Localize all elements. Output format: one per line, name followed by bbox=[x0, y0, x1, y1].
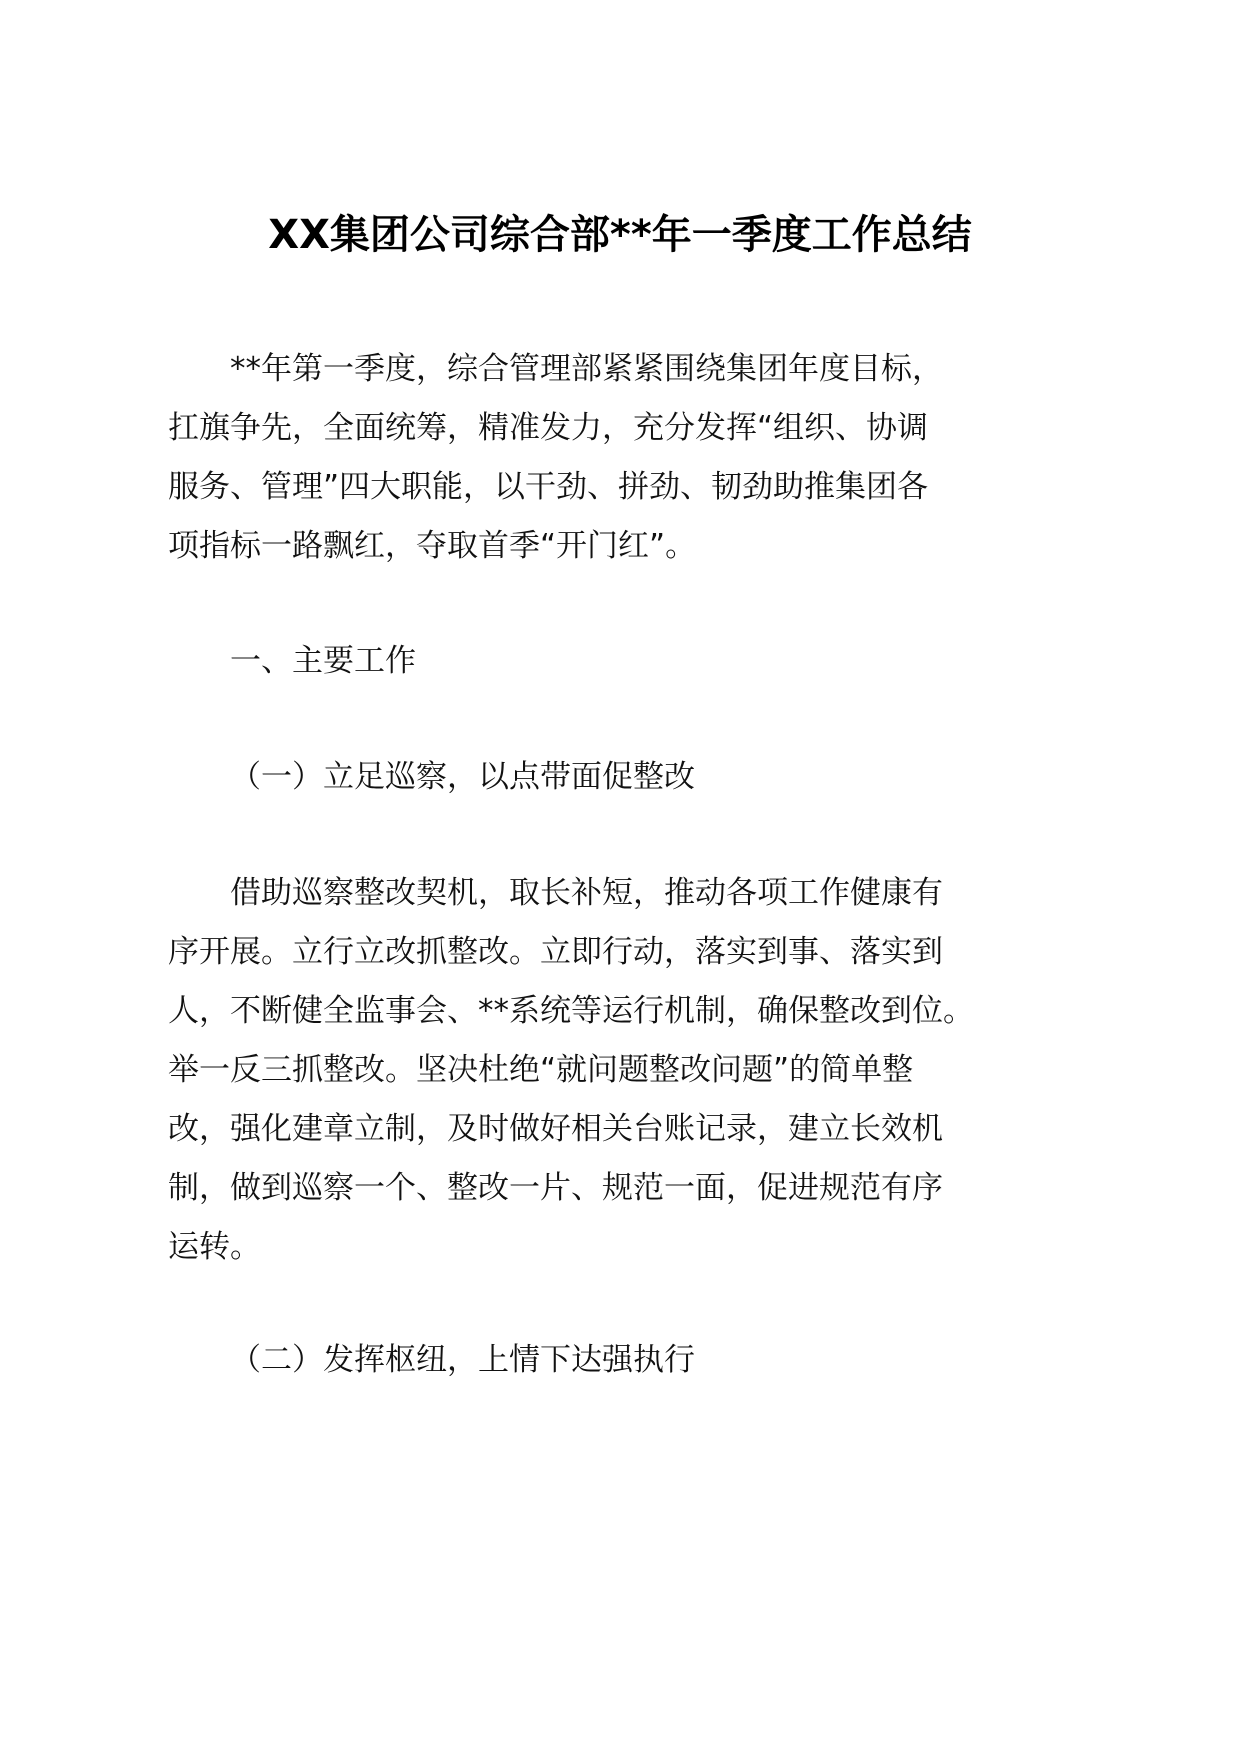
paragraph-line: 序开展。立行立改抓整改。立即行动，落实到事、落实到 bbox=[168, 934, 943, 970]
inspection-paragraph bbox=[168, 864, 1068, 1277]
paragraph-line: 借助巡察整改契机，取长补短，推动各项工作健康有 bbox=[230, 875, 943, 911]
intro-line: 扛旗争先，全面统筹，精准发力，充分发挥“组织、协调 bbox=[168, 410, 929, 446]
intro-paragraph bbox=[168, 340, 1068, 576]
paragraph-line: 人，不断健全监事会、**系统等运行机制，确保整改到位。 bbox=[168, 993, 974, 1029]
intro-line: 服务、管理”四大职能，以干劲、拼劲、韧劲助推集团各 bbox=[168, 469, 929, 505]
intro-line: 项指标一路飘红，夺取首季“开门红”。 bbox=[168, 528, 697, 564]
paragraph-line: 运转。 bbox=[168, 1229, 261, 1265]
paragraph-line: 制，做到巡察一个、整改一片、规范一面，促进规范有序 bbox=[168, 1170, 943, 1206]
paragraph-line: 举一反三抓整改。坚决杜绝“就问题整改问题”的简单整 bbox=[168, 1052, 914, 1088]
section-heading-main-work: 一、主要工作 bbox=[230, 643, 416, 679]
paragraph-line: 改，强化建章立制，及时做好相关台账记录，建立长效机 bbox=[168, 1111, 943, 1147]
subsection-heading-inspection: （一）立足巡察，以点带面促整改 bbox=[230, 759, 695, 795]
intro-line: **年第一季度，综合管理部紧紧围绕集团年度目标， bbox=[230, 351, 943, 387]
document-title: XX集团公司综合部**年一季度工作总结 bbox=[268, 212, 972, 258]
subsection-heading-hub: （二）发挥枢纽，上情下达强执行 bbox=[230, 1342, 695, 1378]
